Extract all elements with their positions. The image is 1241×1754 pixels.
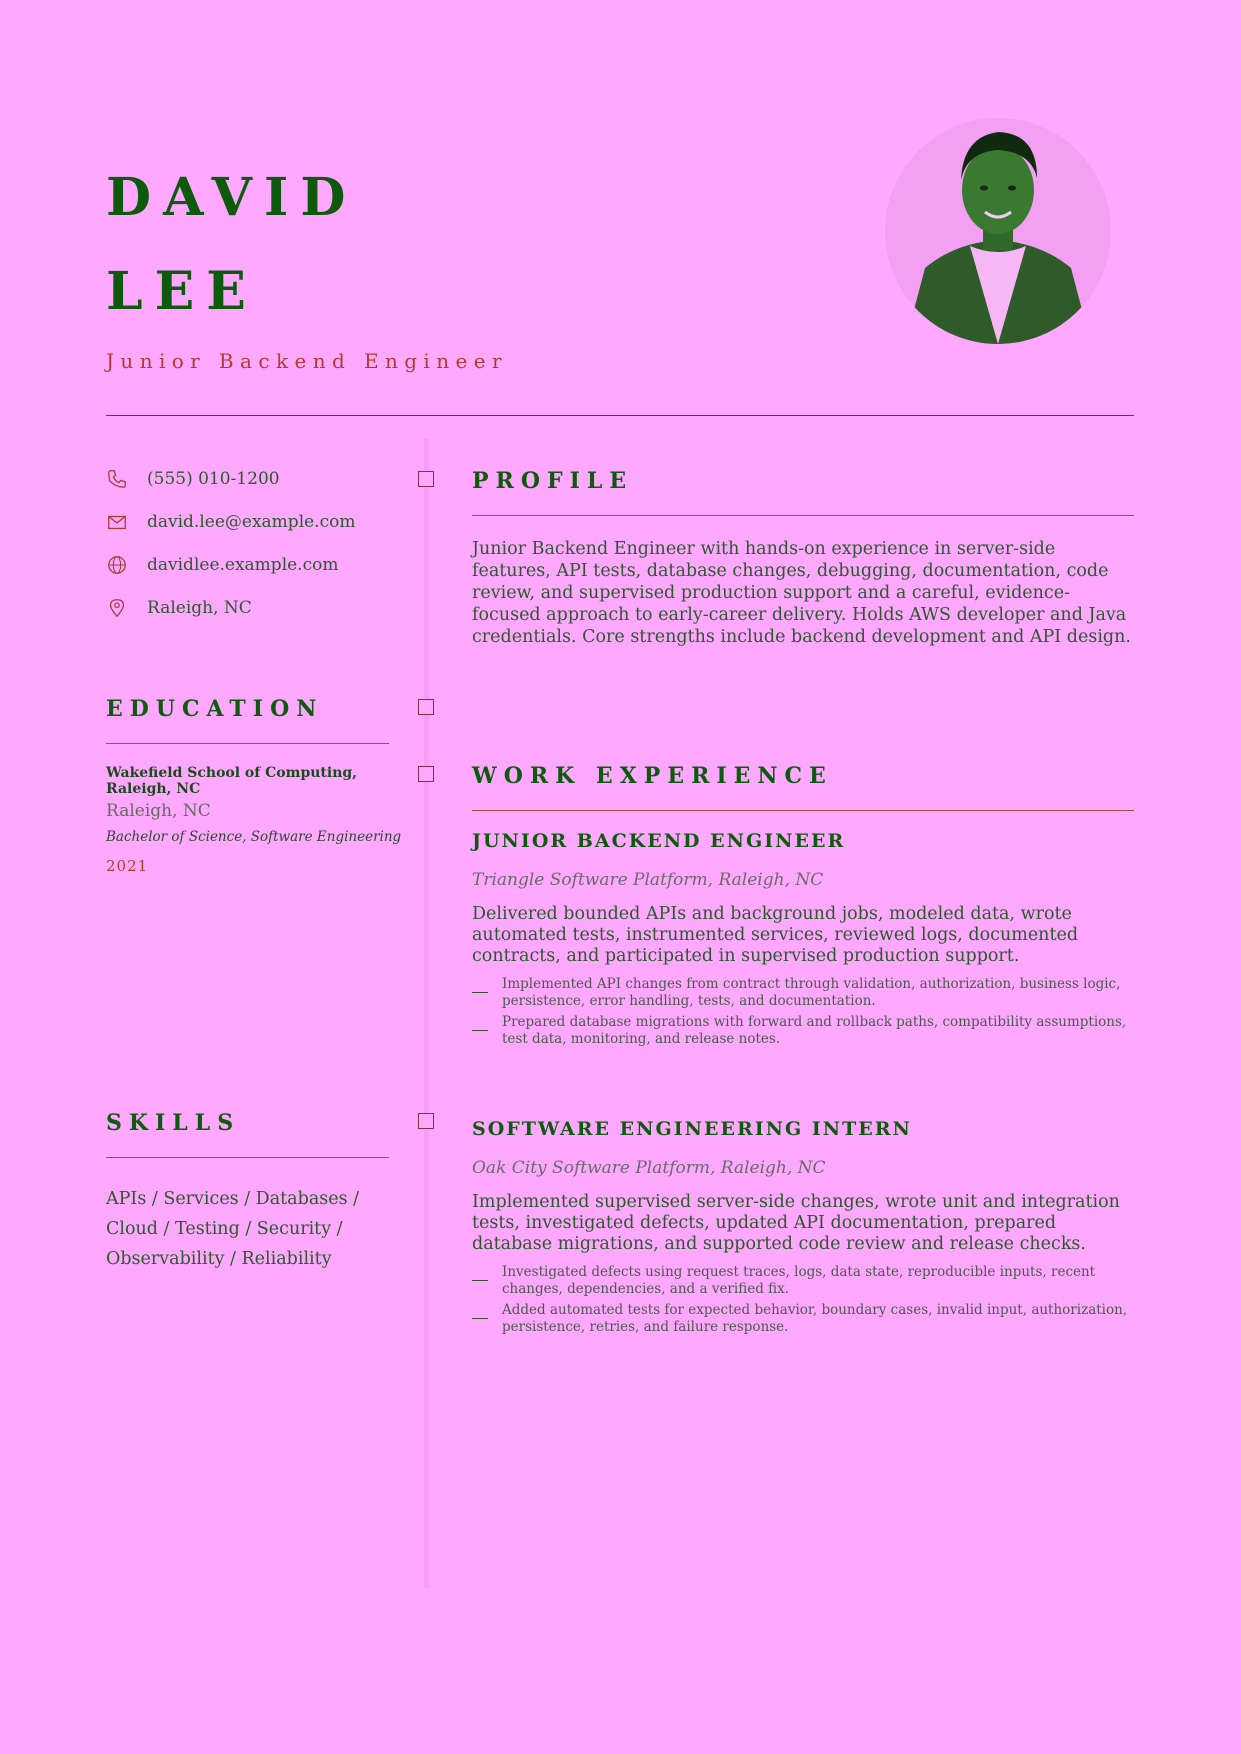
education-year: 2021 [106, 857, 149, 875]
profile-divider [472, 515, 1134, 516]
globe-icon [106, 554, 128, 576]
bullet-dash-icon [472, 978, 488, 993]
skills-heading: SKILLS [106, 1110, 241, 1136]
job-title: SOFTWARE ENGINEERING INTERN [472, 1118, 912, 1140]
job-summary: Delivered bounded APIs and background jobs, modeled data, wrote automated tests, instrumented services, reviewed logs, documented contracts, and participated in supervised production support. [472, 904, 1079, 966]
phone-icon [106, 468, 128, 490]
timeline-line [424, 438, 429, 1588]
job-title: JUNIOR BACKEND ENGINEER [472, 830, 846, 852]
job-bullet [472, 1014, 1134, 1048]
skills-list: APIs / Services / Databases / Cloud / Testing / Security / Observability / Reliability [106, 1189, 360, 1269]
timeline-marker-experience [418, 766, 434, 782]
bullet-dash-icon [472, 1016, 488, 1031]
education-location: Raleigh, NC [106, 801, 211, 821]
experience-divider [472, 810, 1134, 811]
job-company: Oak City Software Platform, Raleigh, NC [472, 1158, 826, 1178]
timeline-marker-profile [418, 471, 434, 487]
job-bullet-text: Implemented API changes from contract through validation, authorization, business logic, persistence, error handling, tests, and documentation. [502, 976, 1121, 1009]
contact-phone [106, 468, 280, 490]
education-divider [106, 743, 389, 744]
map-pin-icon [106, 597, 128, 619]
header-divider [106, 415, 1134, 416]
experience-heading: WORK EXPERIENCE [472, 763, 833, 789]
contact-email [106, 511, 356, 533]
role-title: Junior Backend Engineer [106, 349, 508, 373]
job-bullet [472, 976, 1134, 1010]
job-summary: Implemented supervised server-side changes, wrote unit and integration tests, investigated defects, updated API documentation, prepared database migrations, and supported code review and release checks. [472, 1192, 1120, 1254]
website-text[interactable]: davidlee.example.com [147, 555, 339, 575]
envelope-icon [106, 511, 128, 533]
location-text: Raleigh, NC [147, 598, 252, 618]
job-bullet [472, 1264, 1134, 1298]
job-bullet-text: Added automated tests for expected behavior, boundary cases, invalid input, authorization, persistence, retries, and failure response. [502, 1302, 1128, 1335]
skills-divider [106, 1157, 389, 1158]
education-degree: Bachelor of Science, Software Engineering [106, 829, 402, 845]
email-text[interactable]: david.lee@example.com [147, 512, 356, 532]
profile-heading: PROFILE [472, 468, 634, 494]
profile-photo [885, 118, 1111, 344]
job-bullet-text: Prepared database migrations with forward and rollback paths, compatibility assumptions, test data, monitoring, and release notes. [502, 1014, 1127, 1047]
phone-text: (555) 010-1200 [147, 469, 280, 489]
education-heading: EDUCATION [106, 696, 324, 722]
bullet-dash-icon [472, 1304, 488, 1319]
profile-photo-graphic [885, 118, 1111, 344]
timeline-marker-education [418, 699, 434, 715]
contact-location [106, 597, 252, 619]
job-bullet-text: Investigated defects using request traces, logs, data state, reproducible inputs, recent changes, dependencies, and a verified fix. [502, 1264, 1096, 1297]
profile-summary: Junior Backend Engineer with hands-on experience in server-side features, API tests, database changes, debugging, documentation, code review, and supervised production support and a careful, evidence-focused approach to early-career delivery. Holds AWS developer and Java credentials. Core strengths include backend development and API design. [472, 539, 1131, 647]
job-company: Triangle Software Platform, Raleigh, NC [472, 870, 824, 890]
last-name: LEE [106, 261, 258, 322]
education-school: Wakefield School of Computing, Raleigh, NC [106, 765, 358, 797]
first-name: DAVID [106, 167, 358, 228]
job-bullet [472, 1302, 1134, 1336]
timeline-marker-skills [418, 1113, 434, 1129]
contact-website [106, 554, 339, 576]
bullet-dash-icon [472, 1266, 488, 1281]
